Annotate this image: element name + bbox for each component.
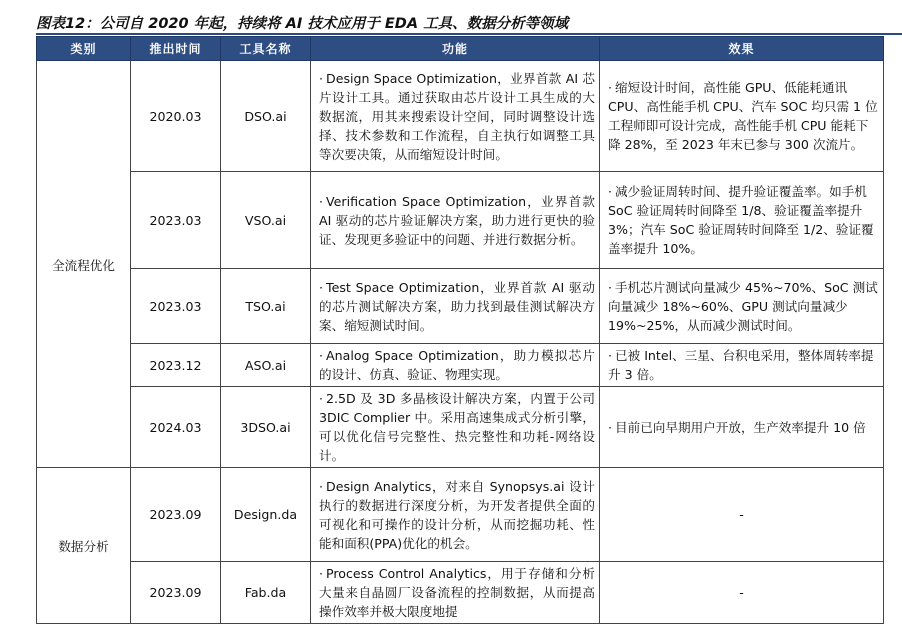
bullet: · bbox=[608, 348, 613, 363]
function-desc: Test Space Optimization，业界首款 AI 驱动的芯片测试解决方案，助力找到最佳测试解决方案、缩短测试时间。 bbox=[319, 279, 595, 333]
effect-desc: 减少验证周转时间、提升验证覆盖率。如手机 SoC 验证周转时间降至 1/8、验证覆盖率提升 3%；汽车 SoC 验证周转时间降至 1/2、验证覆盖率提升 10%。 bbox=[608, 184, 874, 256]
bullet: · bbox=[319, 566, 324, 581]
tool-name: Design.da bbox=[221, 468, 311, 562]
effect-text: - bbox=[600, 468, 884, 562]
effect-desc: 已被 Intel、三星、台积电采用，整体周转率提升 3 倍。 bbox=[608, 348, 874, 382]
bullet: · bbox=[608, 184, 613, 199]
launch-date: 2023.12 bbox=[131, 344, 221, 387]
function-text bbox=[311, 562, 600, 624]
table-row bbox=[37, 387, 884, 468]
header-launch-date: 推出时间 bbox=[131, 37, 221, 61]
title-rule bbox=[36, 33, 902, 35]
figure-title: 图表12：公司自 2020 年起，持续将 AI 技术应用于 EDA 工具、数据分析等领域 bbox=[36, 16, 569, 32]
header-tool-name: 工具名称 bbox=[221, 37, 311, 61]
function-text bbox=[311, 269, 600, 344]
launch-date: 2023.03 bbox=[131, 172, 221, 269]
launch-date: 2023.09 bbox=[131, 562, 221, 624]
bullet: · bbox=[319, 391, 324, 406]
bullet: · bbox=[608, 80, 613, 95]
launch-date: 2020.03 bbox=[131, 61, 221, 172]
table-row bbox=[37, 562, 884, 624]
tool-name: VSO.ai bbox=[221, 172, 311, 269]
bullet: · bbox=[319, 279, 324, 295]
effect-desc: 目前已向早期用户开放，生产效率提升 10 倍 bbox=[615, 419, 866, 435]
bullet: · bbox=[319, 70, 324, 86]
header-category: 类别 bbox=[37, 37, 131, 61]
header-effect: 效果 bbox=[600, 37, 884, 61]
bullet: · bbox=[319, 478, 324, 494]
effect-desc: 手机芯片测试向量减少 45%~70%、SoC 测试向量减少 18%~60%、GPU 测试向量减少 19%~25%，从而减少测试时间。 bbox=[608, 279, 878, 333]
table-row bbox=[37, 344, 884, 387]
table-row bbox=[37, 61, 884, 172]
function-text bbox=[311, 172, 600, 269]
function-text bbox=[311, 387, 600, 468]
function-text bbox=[311, 344, 600, 387]
tool-name: TSO.ai bbox=[221, 269, 311, 344]
effect-text: - bbox=[600, 562, 884, 624]
tool-name: Fab.da bbox=[221, 562, 311, 624]
table-row bbox=[37, 468, 884, 562]
bullet: · bbox=[608, 279, 613, 295]
function-desc: Process Control Analytics，用于存储和分析大量来自晶圆厂设备流程的控制数据，从而提高操作效率并极大限度地提 bbox=[319, 566, 595, 619]
launch-date: 2023.09 bbox=[131, 468, 221, 562]
tool-name: 3DSO.ai bbox=[221, 387, 311, 468]
launch-date: 2024.03 bbox=[131, 387, 221, 468]
launch-date: 2023.03 bbox=[131, 269, 221, 344]
effect-desc: 缩短设计时间，高性能 GPU、低能耗通讯 CPU、高性能手机 CPU、汽车 SOC 均只需 1 位工程师即可设计完成，高性能手机 CPU 能耗下降 28%，至 2023 年末已参与 300 次流片。 bbox=[608, 80, 878, 152]
category-analytics: 数据分析 bbox=[37, 468, 131, 624]
header-row bbox=[37, 37, 884, 61]
function-desc: Design Space Optimization，业界首款 AI 芯片设计工具。通过获取由芯片设计工具生成的大数据流，用其来搜索设计空间，同时调整设计选择、技术参数和工作流程，自主执行如调整工具等次要决策，从而缩短设计时间。 bbox=[319, 70, 595, 162]
eda-ai-tools-table bbox=[36, 36, 884, 624]
bullet: · bbox=[608, 419, 613, 435]
function-text bbox=[311, 468, 600, 562]
function-text bbox=[311, 61, 600, 172]
function-desc: 2.5D 及 3D 多晶核设计解决方案，内置于公司 3DIC Complier 中。采用高速集成式分析引擎，可以优化信号完整性、热完整性和功耗-网络设计。 bbox=[319, 391, 595, 463]
bullet: · bbox=[319, 193, 324, 209]
effect-text bbox=[600, 387, 884, 468]
function-desc: Verification Space Optimization，业界首款 AI 驱动的芯片验证解决方案，助力进行更快的验证、发现更多验证中的问题、并进行数据分析。 bbox=[319, 193, 595, 247]
function-desc: Analog Space Optimization，助力模拟芯片的设计、仿真、验证、物理实现。 bbox=[319, 348, 595, 382]
function-desc: Design Analytics，对来自 Synopsys.ai 设计执行的数据进行深度分析，为开发者提供全面的可视化和可操作的设计分析，从而挖掘功耗、性能和面积(PPA)优化的机会。 bbox=[319, 478, 595, 551]
effect-text bbox=[600, 344, 884, 387]
effect-text bbox=[600, 61, 884, 172]
tool-name: DSO.ai bbox=[221, 61, 311, 172]
header-function: 功能 bbox=[311, 37, 600, 61]
table-row bbox=[37, 172, 884, 269]
table-row bbox=[37, 269, 884, 344]
effect-text bbox=[600, 172, 884, 269]
category-full-flow: 全流程优化 bbox=[37, 61, 131, 468]
effect-text bbox=[600, 269, 884, 344]
tool-name: ASO.ai bbox=[221, 344, 311, 387]
bullet: · bbox=[319, 348, 324, 363]
